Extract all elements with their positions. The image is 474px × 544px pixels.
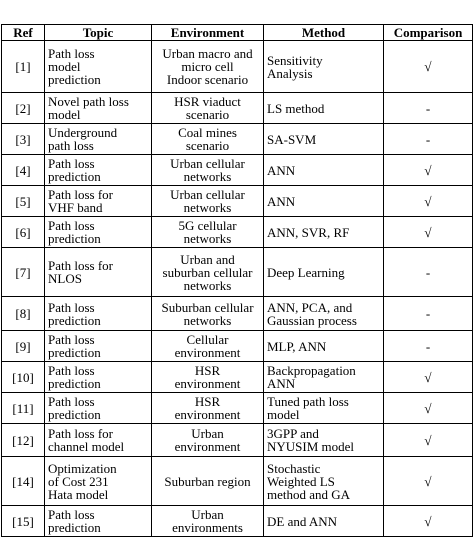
comparison-cell: √ [384,506,473,537]
table-row [2,506,473,537]
table-row [2,457,473,506]
environment-cell: Urban cellular networks [170,187,245,215]
comparison-cell: - [384,331,473,362]
ref-cell: [4] [2,155,45,186]
ref-cell: [8] [2,297,45,331]
topic-cell: Path loss prediction [48,332,101,360]
method-cell: Sensitivity Analysis [267,52,323,81]
topic-cell: Path loss prediction [48,507,101,535]
environment-cell: HSR environment [174,363,241,391]
environment-cell: Urban cellular networks [170,156,245,184]
topic-cell: Path loss prediction [48,299,101,328]
ref-cell: [9] [2,331,45,362]
ref-cell: [3] [2,124,45,155]
header-ref: Ref [2,25,45,41]
ref-cell: [11] [2,393,45,424]
comparison-cell: √ [384,217,473,248]
method-cell: Deep Learning [267,264,345,280]
method-cell: LS method [267,100,325,116]
ref-cell: [6] [2,217,45,248]
method-cell: ANN, SVR, RF [267,224,350,240]
ref-cell: [7] [2,248,45,297]
ref-cell: [15] [2,506,45,537]
environment-cell: Urban and suburban cellular networks [162,251,253,293]
table-row [2,186,473,217]
table-row [2,297,473,331]
table-row [2,248,473,297]
table-row [2,41,473,93]
comparison-table [1,24,473,537]
ref-cell: [2] [2,93,45,124]
environment-cell: Urban environment [174,426,241,454]
environment-cell: Suburban region [164,473,251,489]
ref-cell: [10] [2,362,45,393]
topic-cell: Path loss prediction [48,156,101,184]
ref-cell: [5] [2,186,45,217]
comparison-cell: - [384,297,473,331]
header-topic: Topic [45,25,152,41]
table-row [2,393,473,424]
environment-cell: HSR viaduct scenario [174,94,241,122]
ref-cell: [12] [2,424,45,457]
comparison-cell: √ [384,424,473,457]
table-row [2,93,473,124]
environment-cell: Suburban cellular networks [161,299,254,328]
topic-cell: Path loss prediction [48,218,101,246]
method-cell: Backpropagation ANN [267,363,356,391]
table-row [2,362,473,393]
method-cell: SA-SVM [267,131,317,147]
topic-cell: Path loss prediction [48,394,101,422]
comparison-cell: - [384,248,473,297]
environment-cell: 5G cellular networks [178,218,237,246]
comparison-cell: √ [384,457,473,506]
method-cell: ANN [267,193,296,209]
table-row [2,155,473,186]
header-row [2,25,473,41]
topic-cell: Path loss for VHF band [48,187,113,215]
environment-cell: Urban macro and micro cell Indoor scenario [162,46,253,87]
header-comparison: Comparison [384,25,473,41]
comparison-cell: √ [384,186,473,217]
method-cell: ANN [267,162,296,178]
method-cell: MLP, ANN [267,338,327,354]
comparison-cell: √ [384,41,473,93]
table-row [2,424,473,457]
header-method: Method [264,25,384,41]
table-row [2,331,473,362]
topic-cell: Path loss model prediction [48,46,101,87]
comparison-cell: √ [384,155,473,186]
topic-cell: Path loss for channel model [48,426,125,454]
comparison-cell: √ [384,362,473,393]
comparison-cell: √ [384,393,473,424]
ref-cell: [1] [2,41,45,93]
table-row [2,124,473,155]
comparison-cell: - [384,93,473,124]
environment-cell: Coal mines scenario [178,125,237,153]
table-row [2,217,473,248]
topic-cell: Underground path loss [48,125,118,153]
method-cell: ANN, PCA, and Gaussian process [267,299,357,328]
topic-cell: Path loss prediction [48,363,101,391]
topic-cell: Path loss for NLOS [48,258,113,286]
environment-cell: Cellular environment [174,332,241,360]
environment-cell: HSR environment [174,394,241,422]
comparison-cell: - [384,124,473,155]
header-environment: Environment [152,25,264,41]
method-cell: 3GPP and NYUSIM model [267,426,355,454]
method-cell: Stochastic Weighted LS method and GA [267,460,351,502]
method-cell: Tuned path loss model [267,394,349,422]
ref-cell: [14] [2,457,45,506]
method-cell: DE and ANN [267,513,338,529]
environment-cell: Urban environments [172,507,243,535]
topic-cell: Novel path loss model [48,94,129,122]
topic-cell: Optimization of Cost 231 Hata model [48,460,117,502]
